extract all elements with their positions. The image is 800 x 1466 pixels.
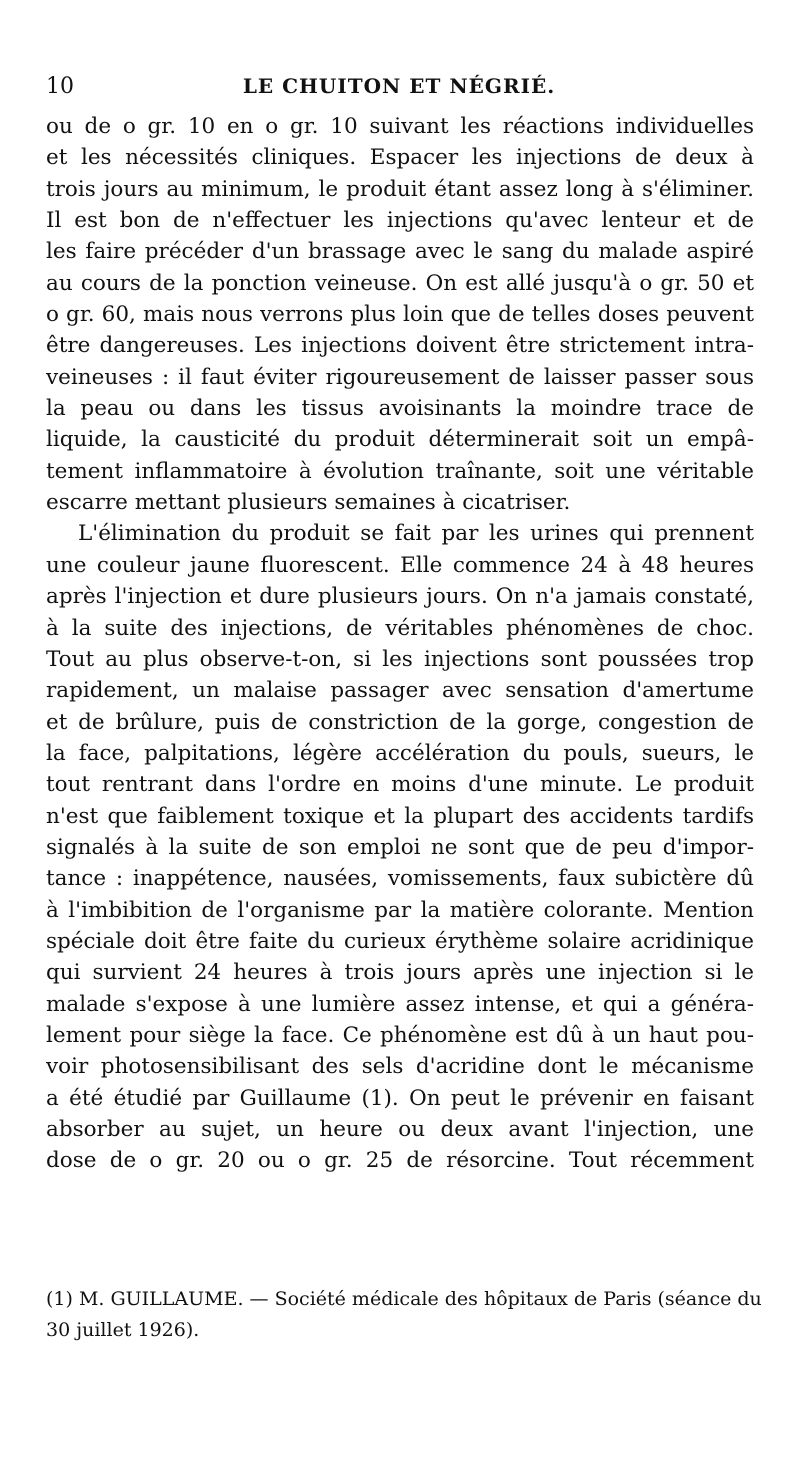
text-line: après l'injection et dure plusieurs jours. On n'a jamais constaté, (46, 584, 754, 610)
page-number: 10 (46, 74, 74, 99)
page-header (46, 74, 752, 104)
text-line: tement inflammatoire à évolution traînante, soit une véritable (46, 458, 754, 484)
text-line: voir photosensibilisant des sels d'acridine dont le mécanisme (46, 1054, 754, 1080)
text-line: n'est que faiblement toxique et la plupart des accidents tardifs (46, 803, 754, 829)
text-line: veineuses : il faut éviter rigoureusement de laisser passer sous (46, 364, 754, 390)
text-line: rapidement, un malaise passager avec sensation d'amertume (46, 678, 754, 704)
text-line: L'élimination du produit se fait par les urines qui prennent (78, 521, 754, 547)
text-line: à l'imbibition de l'organisme par la matière colorante. Mention (46, 897, 754, 923)
text-line: au cours de la ponction veineuse. On est allé jusqu'à o gr. 50 et (46, 270, 754, 296)
text-line: absorber au sujet, un heure ou deux avant l'injection, une (46, 1117, 754, 1142)
text-line: lement pour siège la face. Ce phénomène est dû à un haut pou- (46, 1022, 754, 1048)
text-line: Il est bon de n'effectuer les injections qu'avec lenteur et de (46, 208, 754, 234)
text-line: et les nécessités cliniques. Espacer les injections de deux à (46, 145, 754, 171)
text-line: être dangereuses. Les injections doivent être strictement intra- (46, 333, 754, 359)
text-line: tance : inappétence, nausées, vomissements, faux subictère dû (46, 866, 754, 892)
footnote-line: (1) M. GUILLAUME. — Société médicale des hôpitaux de Paris (séance du (46, 1288, 762, 1310)
text-line: liquide, la causticité du produit déterminerait soit un empâ- (46, 427, 754, 453)
text-line: et de brûlure, puis de constriction de la gorge, congestion de (46, 709, 754, 735)
text-line: escarre mettant plusieurs semaines à cicatriser. (46, 490, 571, 516)
text-line: o gr. 60, mais nous verrons plus loin que de telles doses peuvent (46, 302, 754, 328)
text-line: la peau ou dans les tissus avoisinants la moindre trace de (46, 396, 754, 422)
text-line: la face, palpitations, légère accélération du pouls, sueurs, le (46, 740, 754, 766)
text-line: trois jours au minimum, le produit étant assez long à s'éliminer. (46, 176, 754, 202)
running-title: LE CHUITON ET NÉGRIÉ. (242, 74, 556, 98)
text-line: les faire précéder d'un brassage avec le sang du malade aspiré (46, 239, 754, 265)
text-line: qui survient 24 heures à trois jours après une injection si le (46, 960, 754, 986)
text-line: ou de o gr. 10 en o gr. 10 suivant les réactions individuelles (46, 114, 754, 139)
text-line: malade s'expose à une lumière assez intense, et qui a généra- (46, 991, 754, 1017)
footnote (46, 1284, 762, 1347)
text-line: Tout au plus observe-t-on, si les injections sont poussées trop (46, 646, 754, 672)
text-line: spéciale doit être faite du curieux érythème solaire acridinique (46, 928, 754, 954)
text-line: à la suite des injections, de véritables phénomènes de choc. (46, 615, 754, 641)
text-line: dose de o gr. 20 ou o gr. 25 de résorcine. Tout récemment (46, 1148, 754, 1174)
footnote-line: 30 juillet 1926). (46, 1319, 200, 1342)
text-line: signalés à la suite de son emploi ne sont que de peu d'impor- (46, 834, 754, 860)
body-text (46, 111, 754, 1177)
text-line: une couleur jaune fluorescent. Elle commence 24 à 48 heures (46, 552, 754, 578)
text-line: a été étudié par Guillaume (1). On peut le prévenir en faisant (46, 1085, 754, 1111)
text-line: tout rentrant dans l'ordre en moins d'une minute. Le produit (46, 772, 754, 798)
